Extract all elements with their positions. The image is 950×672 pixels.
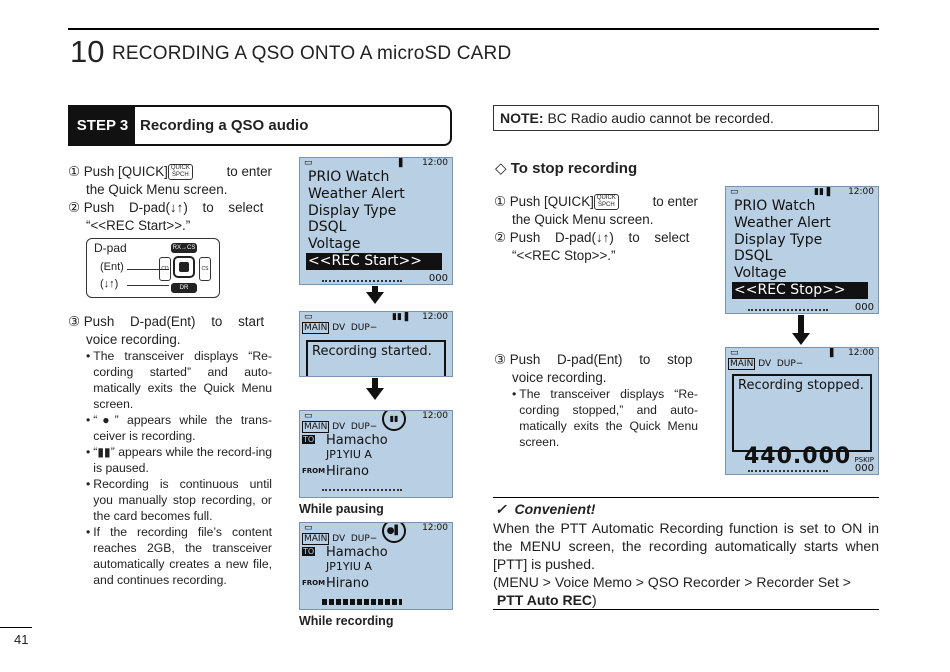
cs-key: CS <box>199 257 211 281</box>
menu-selected-rec-start: <<REC Start>> <box>306 253 442 270</box>
arrow-down-icon <box>366 388 384 400</box>
dpad-ent-label: (Ent) <box>100 261 124 273</box>
step-label: STEP 3 <box>70 107 135 144</box>
step-box <box>68 105 452 146</box>
diamond-icon: ◇ <box>495 160 507 177</box>
left-step-1: ① Push [QUICK] QUICK SPCH to enter the Quick Menu screen. <box>68 164 272 197</box>
caption-while-recording: While recording <box>299 614 394 628</box>
stop-recording-heading: ◇ To stop recording <box>495 160 638 177</box>
arrow-down-icon <box>366 292 384 304</box>
left-step-3: ③ Push D-pad(Ent) to start voice recording. <box>68 314 265 347</box>
left-step-2: ② Push D-pad(↓↑) to select “<<REC Start>>.” <box>68 200 264 233</box>
convenient-top-rule <box>493 497 879 498</box>
menu-selected-rec-stop: <<REC Stop>> <box>732 282 868 299</box>
screen-recording-started: ▭ ▮▮ ▌ 12:00 MAIN DV DUP− Recording started. <box>299 311 453 377</box>
screen-while-pausing: ▭ 12:00 ▮▮ MAIN DV DUP− TO Hamacho JP1YIU A FROM Hirano <box>299 410 453 498</box>
dpad-title: D-pad <box>94 241 127 255</box>
dpad-button-icon <box>173 256 195 278</box>
page-number: 41 <box>14 632 29 647</box>
dpad-arrows-label: (↓↑) <box>100 278 119 290</box>
cd-key: CD <box>159 257 171 281</box>
screen-recording-stopped: ▭ ▌ 12:00 MAIN DV DUP− Recording stopped. 440.000 PSKIP 000 <box>725 347 879 475</box>
rxcs-key: RX→CS <box>172 245 196 251</box>
convenient-body: When the PTT Automatic Recording function is set to ON in the MENU screen, the recording automatically starts when [PTT] is pushed. <box>493 520 879 572</box>
right-step-3: ③ Push D-pad(Ent) to stop voice recording. <box>494 352 693 385</box>
screen-menu-rec-stop: ▭ ▮▮ ▌ 12:00 PRIO Watch Weather Alert Display Type DSQL Voltage <<REC Stop>> 000 <box>725 186 879 314</box>
pause-icon: ▮▮ <box>382 410 406 431</box>
left-bullets: • The transceiver displays “Re-cording started” and auto-matically exits the Quick Menu screen. • “●” appears while the trans-ceiver is recording. • “▮▮” appears while the record-ing is paused. • Recording is continuous until you manually stop recording, or the card becomes full. • If the recording file’s content reaches 2GB, the transceiver automatically creates a new file, and continues recording. <box>86 349 272 587</box>
arrow-down-icon <box>792 333 810 345</box>
right-bullet: • The transceiver displays “Re-cording stopped,” and auto-matically exits the Quick Menu screen. <box>512 387 698 449</box>
chapter-title: RECORDING A QSO ONTO A microSD CARD <box>112 43 512 64</box>
page-number-rule <box>0 627 32 628</box>
step-title: Recording a QSO audio <box>140 117 309 134</box>
dr-key: DR <box>171 283 197 293</box>
screen-menu-rec-start: ▭ ▌ 12:00 PRIO Watch Weather Alert Display Type DSQL Voltage <<REC Start>> 000 <box>299 157 453 285</box>
convenient-path: (MENU > Voice Memo > QSO Recorder > Recorder Set > PTT Auto REC) <box>493 574 851 608</box>
signal-meter <box>322 599 402 605</box>
screen-while-recording: ▭ 12:00 ●▌ MAIN DV DUP− TO Hamacho JP1YIU A FROM Hirano <box>299 522 453 610</box>
right-step-1: ① Push [QUICK] QUICK SPCH to enter the Quick Menu screen. <box>494 194 698 227</box>
quick-key-icon: QUICK SPCH <box>594 194 619 210</box>
convenient-heading: ✓ Convenient! <box>495 501 596 517</box>
check-icon: ✓ <box>495 501 507 517</box>
right-step-2: ② Push D-pad(↓↑) to select “<<REC Stop>>.” <box>494 230 690 263</box>
note-box: NOTE: BC Radio audio cannot be recorded. <box>493 105 879 131</box>
convenient-bottom-rule <box>493 609 879 610</box>
dpad-diagram <box>86 238 220 298</box>
header-rule <box>68 28 879 30</box>
caption-while-pausing: While pausing <box>299 502 384 516</box>
chapter-number: 10 <box>70 34 105 69</box>
record-icon: ●▌ <box>382 522 406 543</box>
quick-key-icon: QUICK SPCH <box>168 164 193 180</box>
